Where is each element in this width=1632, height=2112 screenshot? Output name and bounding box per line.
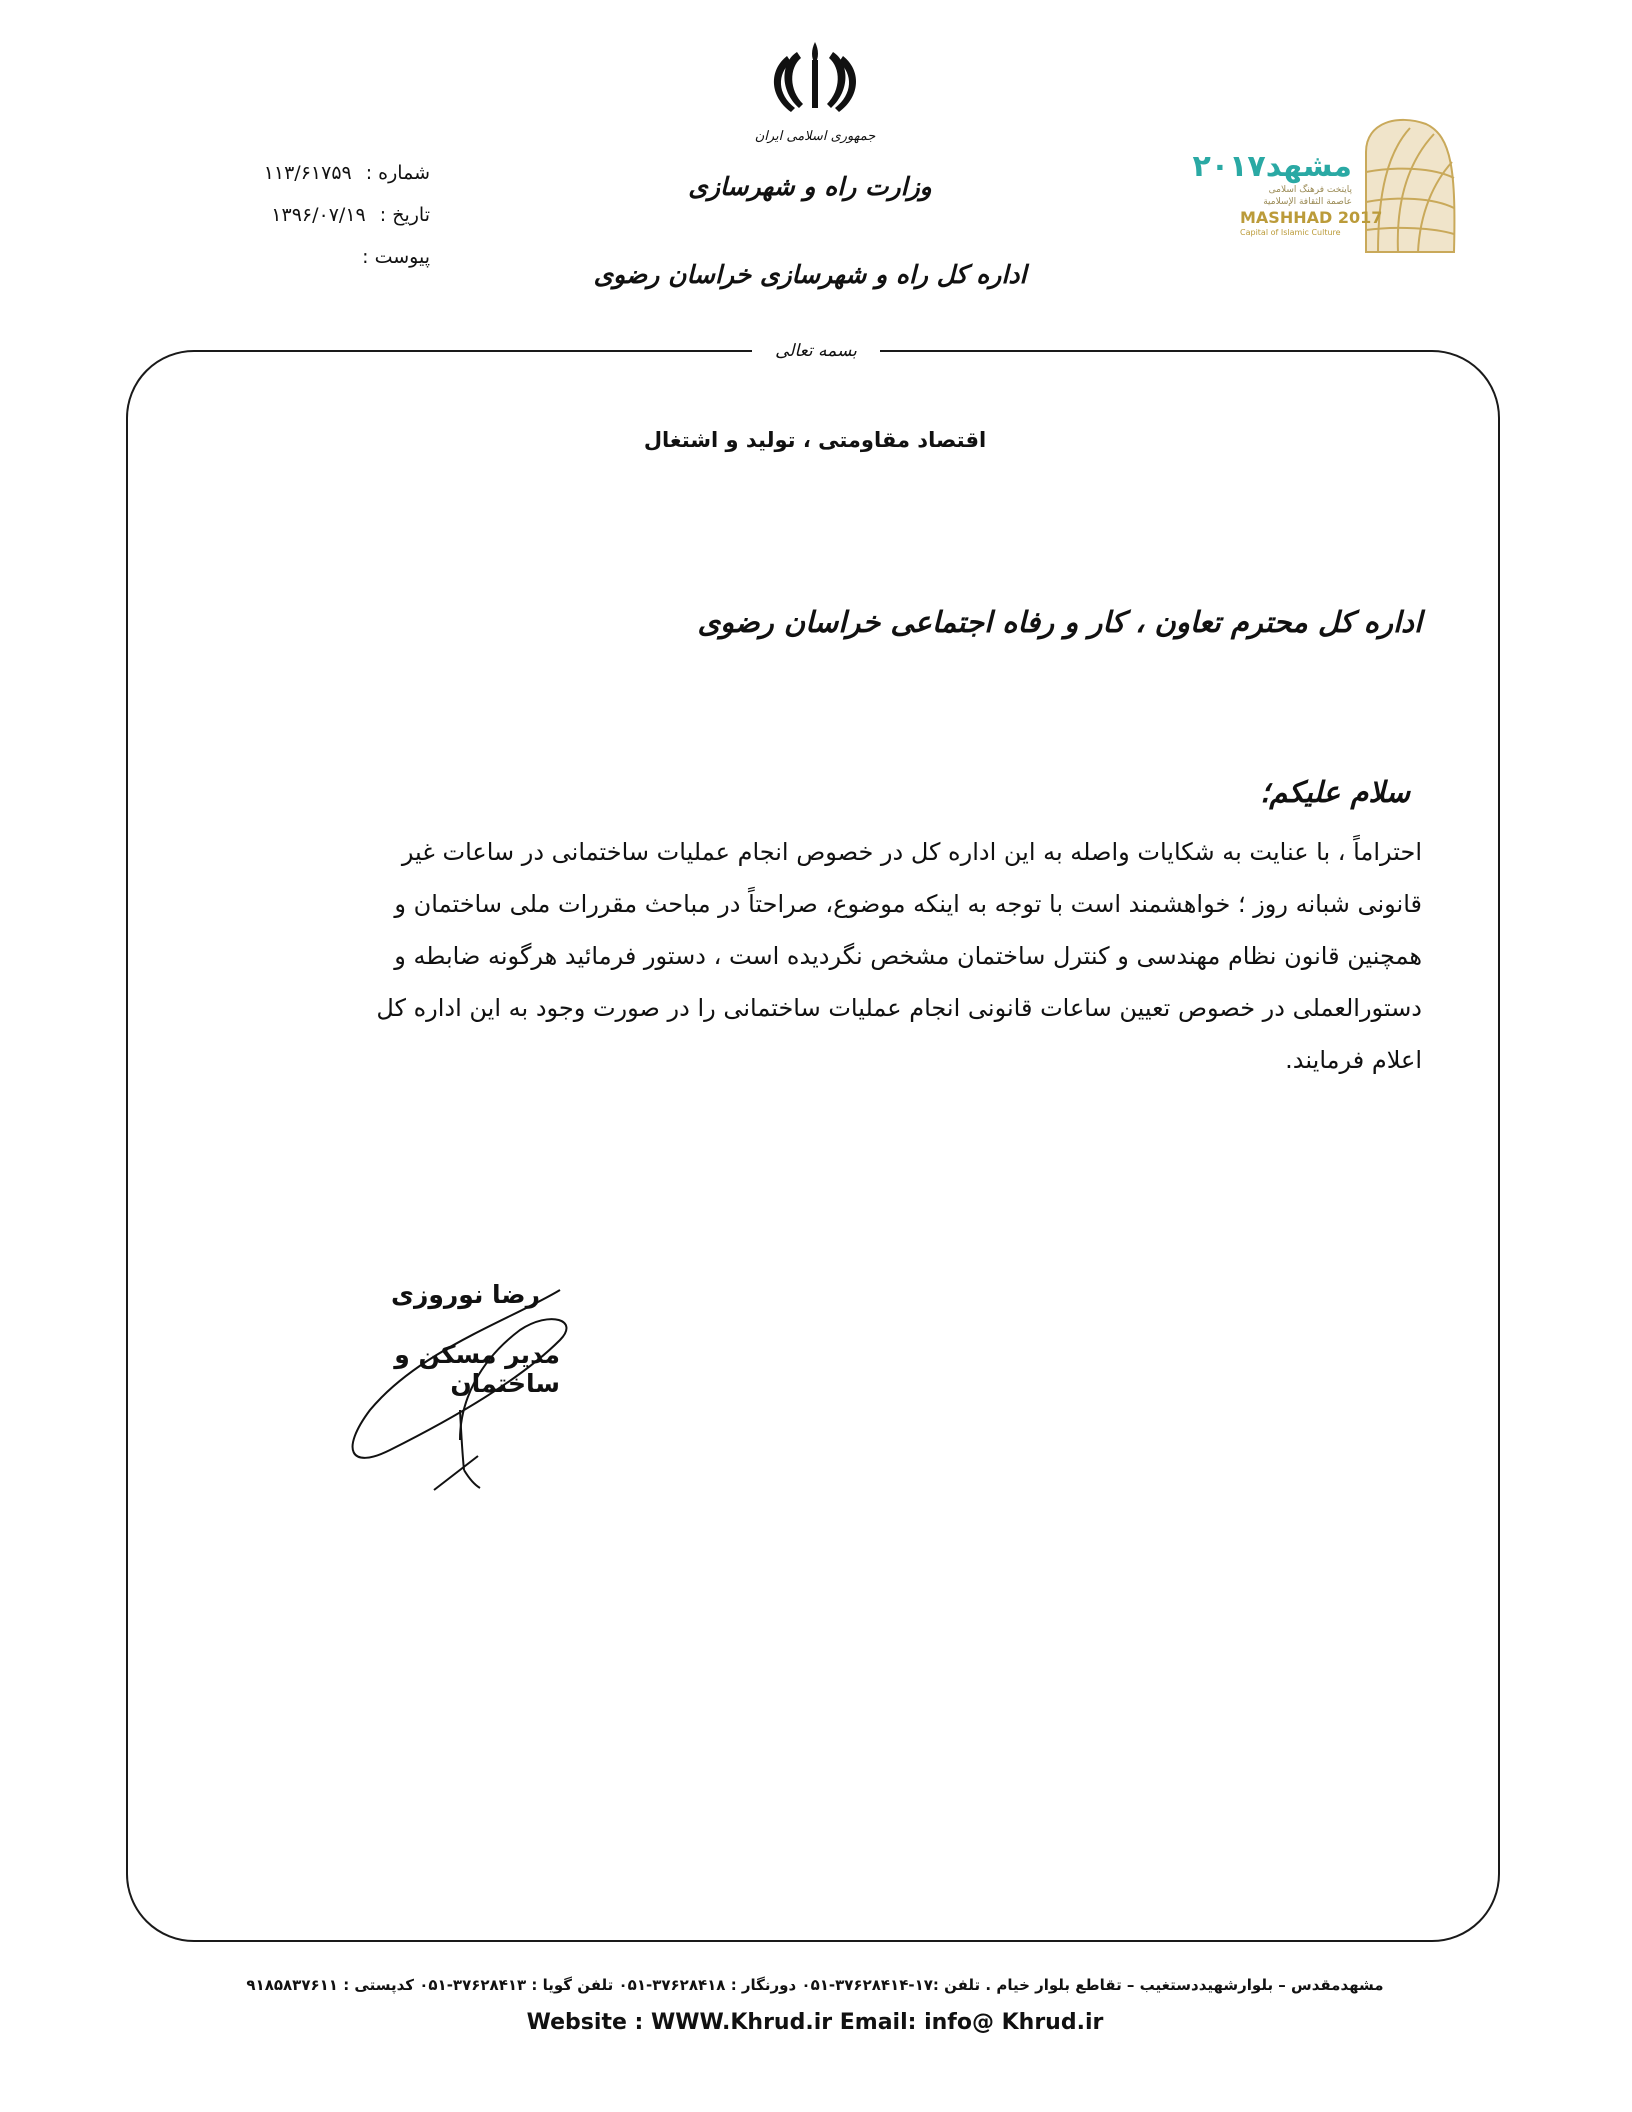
bismillah: بسمه تعالی: [752, 333, 880, 369]
handwritten-signature-icon: [330, 1280, 570, 1520]
signer-title: مدیر مسکن و ساختمان: [394, 1340, 560, 1398]
letter-frame: [126, 350, 1500, 1942]
emblem-caption: جمهوری اسلامی ایران: [754, 129, 876, 144]
number-label: شماره :: [365, 162, 430, 184]
body-line: اعلام فرمایند.: [1285, 1046, 1422, 1074]
body-line: احتراماً ، با عنایت به شکایات واصله به این اداره کل در خصوص انجام عملیات ساختمانی در ساعات غیر: [401, 838, 1422, 866]
recipient: اداره کل محترم تعاون ، کار و رفاه اجتماعی خراسان رضوی: [697, 605, 1422, 639]
footer-address: مشهدمقدس – بلوارشهیددستغیب – تقاطع بلوار خیام . تلفن :۱۷-۳۷۶۲۸۴۱۴-۰۵۱ دورنگار : ۳۷۶۲۸۴۱۸-۰۵۱ تلفن گویا : ۳۷۶۲۸۴۱۳-۰۵۱ کدپستی : ۹۱۸۵۸۳۷۶۱۱: [246, 1976, 1384, 1994]
logo-title: مشهد۲۰۱۷: [1192, 149, 1352, 184]
letter-meta: [200, 152, 430, 278]
body-line: دستورالعملی در خصوص تعیین ساعات قانونی انجام عملیات ساختمانی را در صورت وجود به این اداره کل: [376, 994, 1422, 1022]
iran-emblem-icon: [745, 38, 885, 150]
letter-body: [196, 826, 1422, 1086]
slogan: اقتصاد مقاومتی ، تولید و اشتغال: [643, 428, 987, 452]
body-line: قانونی شبانه روز ؛ خواهشمند است با توجه به اینکه موضوع، صراحتاً در مباحث مقررات ملی ساختمان و: [394, 890, 1422, 918]
date-value: ۱۳۹۶/۰۷/۱۹: [271, 204, 366, 226]
number-row: [200, 152, 430, 194]
attachment-row: [200, 236, 430, 278]
number-value: ۱۱۳/۶۱۷۵۹: [263, 162, 352, 184]
greeting: سلام علیکم؛: [1260, 775, 1410, 809]
logo-english-sub: Capital of Islamic Culture: [1240, 228, 1341, 237]
date-label: تاریخ :: [379, 204, 430, 226]
attachment-label: پیوست :: [362, 246, 430, 268]
logo-text: [1192, 149, 1383, 237]
body-line: همچنین قانون نظام مهندسی و کنترل ساختمان مشخص نگردیده است ، دستور فرمائید هرگونه ضابطه و: [394, 942, 1422, 970]
signer-name: رضا نوروزی: [391, 1280, 540, 1309]
directorate-name: اداره کل راه و شهرسازی خراسان رضوی: [593, 260, 1027, 289]
date-row: [200, 194, 430, 236]
logo-subtitle: پایتخت فرهنگ اسلامی: [1268, 185, 1352, 195]
footer-website-email: Website : WWW.Khrud.ir Email: info@ Khrud.ir: [526, 2010, 1104, 2035]
ministry-name: وزارت راه و شهرسازی: [688, 172, 932, 201]
logo-english: MASHHAD 2017: [1240, 208, 1383, 227]
logo-subtitle-ar: عاصمة الثقافة الإسلامية: [1263, 197, 1352, 207]
